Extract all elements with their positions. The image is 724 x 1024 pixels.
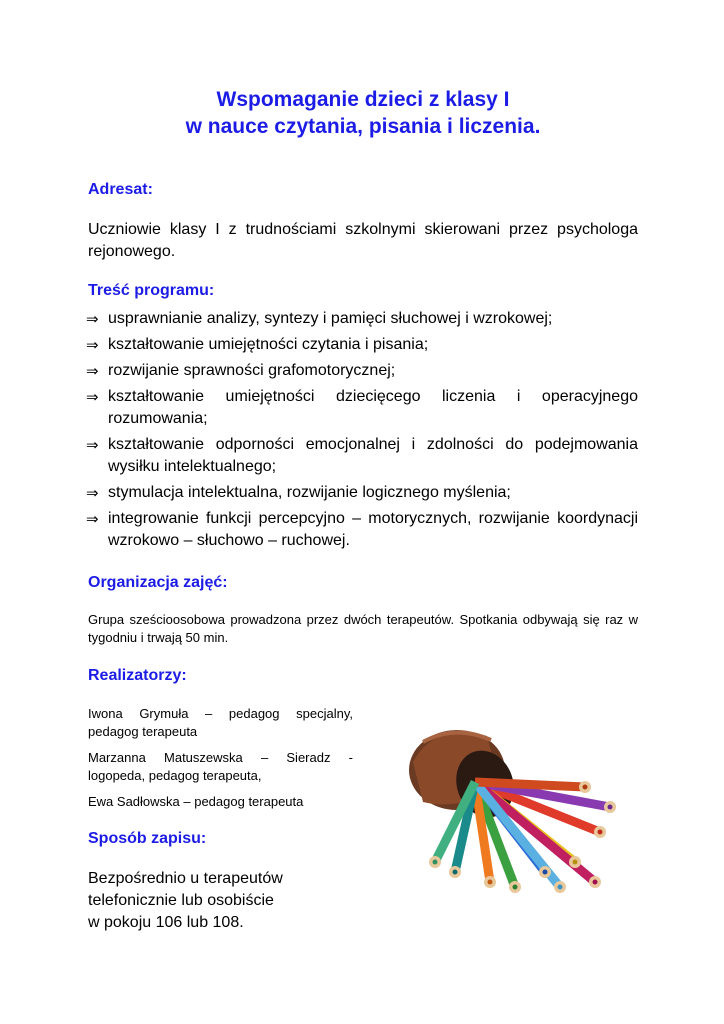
list-item	[88, 386, 638, 430]
adresat-text: Uczniowie klasy I z trudnościami szkolnymi skierowani przez psychologa rejonowego.	[88, 221, 638, 260]
list-item-text: rozwijanie sprawności grafomotorycznej;	[108, 362, 396, 379]
realizator-3: Ewa Sadłowska – pedagog terapeuta	[88, 794, 304, 809]
colored-pencils-image	[395, 722, 635, 900]
realizator-2: Marzanna Matuszewska – Sieradz - logopeda, pedagog terapeuta,	[88, 750, 353, 783]
implication-arrow-icon: ⇒	[86, 484, 99, 502]
zapis-heading: Sposób zapisu:	[88, 830, 207, 847]
list-item	[88, 334, 638, 356]
list-item-text: kształtowanie umiejętności dziecięcego liczenia i operacyjnego rozumowania;	[108, 388, 638, 427]
list-item	[88, 508, 638, 552]
realizatorzy-heading: Realizatorzy:	[88, 667, 187, 684]
implication-arrow-icon: ⇒	[86, 336, 99, 354]
list-item-text: stymulacja intelektualna, rozwijanie logicznego myślenia;	[108, 484, 511, 501]
organizacja-heading: Organizacja zajęć:	[88, 574, 228, 591]
document-title	[88, 86, 638, 140]
adresat-heading: Adresat:	[88, 181, 153, 198]
list-item-text: usprawnianie analizy, syntezy i pamięci słuchowej i wzrokowej;	[108, 310, 553, 327]
list-item-text: integrowanie funkcji percepcyjno – motorycznych, rozwijanie koordynacji wzrokowo – słuchowo – ruchowej.	[108, 510, 638, 549]
tresc-heading: Treść programu:	[88, 282, 215, 299]
program-content-list	[88, 308, 638, 552]
zapis-text	[88, 868, 283, 934]
title-line-1: Wspomaganie dzieci z klasy I	[216, 88, 510, 111]
realizator-1: Iwona Grymuła – pedagog specjalny, pedagog terapeuta	[88, 706, 353, 739]
list-item-text: kształtowanie odporności emocjonalnej i zdolności do podejmowania wysiłku intelektualnego;	[108, 436, 638, 475]
implication-arrow-icon: ⇒	[86, 436, 99, 454]
list-item-text: kształtowanie umiejętności czytania i pisania;	[108, 336, 429, 353]
list-item	[88, 360, 638, 382]
implication-arrow-icon: ⇒	[86, 362, 99, 380]
implication-arrow-icon: ⇒	[86, 510, 99, 528]
zapis-line-2: telefonicznie lub osobiście	[88, 892, 274, 909]
list-item	[88, 434, 638, 478]
zapis-line-3: w pokoju 106 lub 108.	[88, 914, 244, 931]
list-item	[88, 308, 638, 330]
list-item	[88, 482, 638, 504]
organizacja-text: Grupa sześcioosobowa prowadzona przez dwóch terapeutów. Spotkania odbywają się raz w tygodniu i trwają 50 min.	[88, 612, 638, 645]
implication-arrow-icon: ⇒	[86, 310, 99, 328]
implication-arrow-icon: ⇒	[86, 388, 99, 406]
title-line-2: w nauce czytania, pisania i liczenia.	[185, 115, 541, 138]
zapis-line-1: Bezpośrednio u terapeutów	[88, 870, 283, 887]
